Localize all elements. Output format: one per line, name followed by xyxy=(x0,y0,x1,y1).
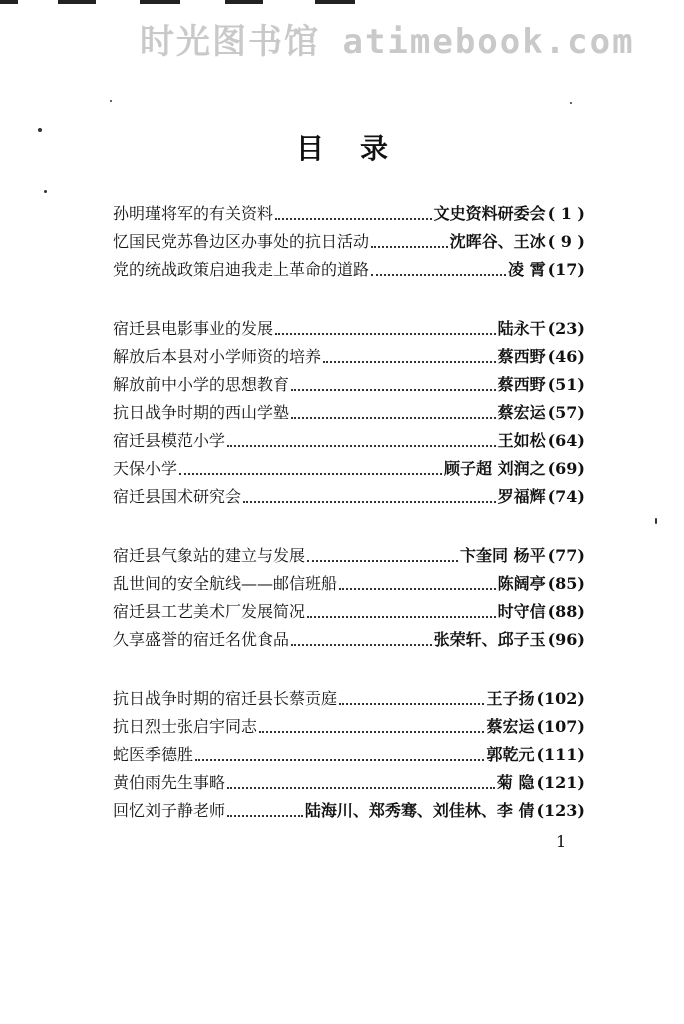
toc-section xyxy=(113,200,585,284)
dot-leader xyxy=(275,323,496,335)
entry-page: (102) xyxy=(536,689,585,708)
entry-page: (77) xyxy=(547,546,585,565)
entry-author: 蔡宏运 xyxy=(486,717,535,736)
entry-author: 蔡西野 xyxy=(497,347,546,366)
edge-mark xyxy=(140,0,180,4)
entry-page: (23) xyxy=(547,319,585,338)
dot-leader xyxy=(227,777,495,789)
entry-page: (88) xyxy=(547,602,585,621)
dot-leader xyxy=(227,435,496,447)
entry-page: (121) xyxy=(536,773,585,792)
entry-title: 回忆刘子静老师 xyxy=(113,801,226,820)
entry-page: (51) xyxy=(547,375,585,394)
edge-mark xyxy=(58,0,96,4)
entry-author: 凌 霄 xyxy=(508,260,546,279)
table-of-contents xyxy=(113,200,585,856)
dot-leader xyxy=(339,693,484,705)
edge-mark xyxy=(315,0,355,4)
entry-title: 解放前中小学的思想教育 xyxy=(113,375,290,394)
entry-title: 宿迁县电影事业的发展 xyxy=(113,319,274,338)
dot-leader xyxy=(243,491,496,503)
entry-title: 忆国民党苏鲁边区办事处的抗日活动 xyxy=(113,232,370,251)
dot-leader xyxy=(371,236,448,248)
entry-author: 陆永干 xyxy=(497,319,546,338)
toc-entry xyxy=(113,371,585,399)
entry-author: 王如松 xyxy=(497,431,546,450)
entry-title: 黄伯雨先生事略 xyxy=(113,773,226,792)
top-edge-marks xyxy=(0,0,684,10)
entry-title: 抗日战争时期的西山学塾 xyxy=(113,403,290,422)
dot-leader xyxy=(323,351,496,363)
entry-page: (123) xyxy=(536,801,585,820)
scan-speck xyxy=(570,102,572,104)
dot-leader xyxy=(291,634,432,646)
entry-page: (46) xyxy=(547,347,585,366)
entry-author: 卞奎同 杨平 xyxy=(460,546,546,565)
dot-leader xyxy=(291,379,496,391)
scan-speck xyxy=(110,100,112,102)
entry-title: 天保小学 xyxy=(113,459,178,478)
edge-mark xyxy=(225,0,263,4)
entry-title: 抗日战争时期的宿迁县长蔡贡庭 xyxy=(113,689,338,708)
scan-speck xyxy=(44,190,47,193)
entry-title: 党的统战政策启迪我走上革命的道路 xyxy=(113,260,370,279)
entry-author: 文史资料研委会 xyxy=(433,204,546,223)
entry-title: 乱世间的安全航线——邮信班船 xyxy=(113,574,338,593)
toc-entry xyxy=(113,797,585,825)
entry-author: 王子扬 xyxy=(486,689,535,708)
entry-page: ( 1 ) xyxy=(547,204,585,223)
toc-section xyxy=(113,685,585,825)
entry-author: 时守信 xyxy=(497,602,546,621)
toc-entry xyxy=(113,455,585,483)
dot-leader xyxy=(307,606,496,618)
dot-leader xyxy=(307,550,458,562)
entry-page: (57) xyxy=(547,403,585,422)
entry-title: 宿迁县模范小学 xyxy=(113,431,226,450)
toc-entry xyxy=(113,713,585,741)
entry-author: 张荣轩、邱子玉 xyxy=(433,630,546,649)
dot-leader xyxy=(339,578,496,590)
page-number: 1 xyxy=(556,832,567,851)
toc-entry xyxy=(113,741,585,769)
dot-leader xyxy=(259,721,484,733)
entry-author: 陆海川、郑秀骞、刘佳林、李 倩 xyxy=(304,801,535,820)
entry-page: (107) xyxy=(536,717,585,736)
entry-author: 菊 隐 xyxy=(496,773,535,792)
toc-entry xyxy=(113,483,585,511)
entry-page: (85) xyxy=(547,574,585,593)
entry-page: (111) xyxy=(536,745,585,764)
entry-page: (74) xyxy=(547,487,585,506)
entry-author: 罗福辉 xyxy=(497,487,546,506)
entry-author: 陈阔亭 xyxy=(497,574,546,593)
toc-entry xyxy=(113,570,585,598)
entry-title: 宿迁县工艺美术厂发展简况 xyxy=(113,602,306,621)
entry-title: 解放后本县对小学师资的培养 xyxy=(113,347,322,366)
dot-leader xyxy=(227,805,303,817)
entry-author: 郭乾元 xyxy=(486,745,535,764)
entry-author: 顾子超 刘润之 xyxy=(444,459,546,478)
entry-page: ( 9 ) xyxy=(547,232,585,251)
entry-author: 蔡宏运 xyxy=(497,403,546,422)
entry-title: 宿迁县气象站的建立与发展 xyxy=(113,546,306,565)
entry-title: 蛇医季德胜 xyxy=(113,745,194,764)
edge-mark xyxy=(0,0,18,4)
dot-leader xyxy=(195,749,484,761)
entry-title: 宿迁县国术研究会 xyxy=(113,487,242,506)
dot-leader xyxy=(371,264,506,276)
entry-title: 抗日烈士张启宇同志 xyxy=(113,717,258,736)
toc-entry xyxy=(113,427,585,455)
toc-entry xyxy=(113,399,585,427)
entry-author: 蔡西野 xyxy=(497,375,546,394)
entry-page: (17) xyxy=(547,260,585,279)
toc-entry xyxy=(113,769,585,797)
entry-page: (69) xyxy=(547,459,585,478)
toc-entry xyxy=(113,598,585,626)
toc-entry xyxy=(113,626,585,654)
toc-entry xyxy=(113,256,585,284)
entry-page: (64) xyxy=(547,431,585,450)
toc-entry xyxy=(113,200,585,228)
dot-leader xyxy=(179,463,442,475)
toc-entry xyxy=(113,542,585,570)
watermark: 时光图书馆 atimebook.com xyxy=(140,22,635,62)
toc-entry xyxy=(113,315,585,343)
page-title: 目录 xyxy=(295,132,424,165)
dot-leader xyxy=(291,407,496,419)
dot-leader xyxy=(275,208,432,220)
entry-title: 孙明瑾将军的有关资料 xyxy=(113,204,274,223)
toc-section xyxy=(113,542,585,654)
toc-entry xyxy=(113,228,585,256)
entry-author: 沈晖谷、王冰 xyxy=(449,232,546,251)
toc-entry xyxy=(113,685,585,713)
entry-title: 久享盛誉的宿迁名优食品 xyxy=(113,630,290,649)
scan-speck xyxy=(655,518,657,524)
entry-page: (96) xyxy=(547,630,585,649)
toc-section xyxy=(113,315,585,511)
toc-entry xyxy=(113,343,585,371)
